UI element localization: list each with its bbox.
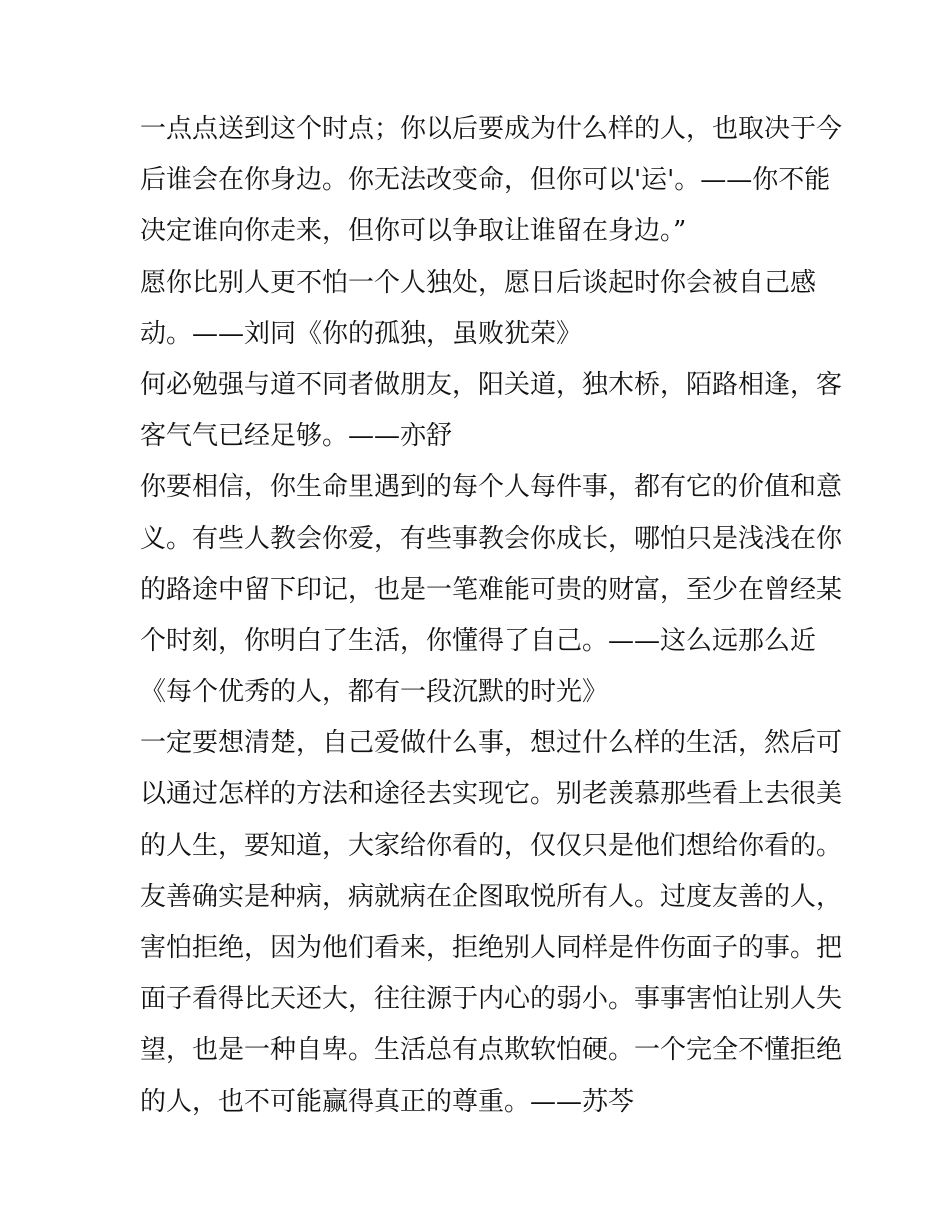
text-line-8: 你要相信，你生命里遇到的每个人每件事，都有它的价值和意 bbox=[140, 472, 843, 503]
text-line-18: 面子看得比天还大，往往源于内心的弱小。事事害怕让别人失 bbox=[140, 984, 843, 1015]
text-line-16: 友善确实是种病，病就病在企图取悦所有人。过度友善的人， bbox=[140, 881, 843, 912]
text-line-20: 的人，也不可能赢得真正的尊重。——苏芩 bbox=[140, 1086, 635, 1117]
text-line-10: 的路途中留下印记，也是一笔难能可贵的财富，至少在曾经某 bbox=[140, 574, 843, 605]
text-line-2: 后谁会在你身边。你无法改变命，但你可以'运'。——你不能 bbox=[140, 165, 831, 196]
text-line-3: 决定谁向你走来，但你可以争取让谁留在身边。” bbox=[140, 216, 687, 247]
text-line-13: 一定要想清楚，自己爱做什么事，想过什么样的生活，然后可 bbox=[140, 728, 843, 759]
text-line-1: 一点点送到这个时点；你以后要成为什么样的人，也取决于今 bbox=[140, 114, 843, 144]
text-line-6: 何必勉强与道不同者做朋友，阳关道，独木桥，陌路相逢，客 bbox=[140, 369, 843, 400]
text-line-4: 愿你比别人更不怕一个人独处，愿日后谈起时你会被自己感 bbox=[140, 267, 817, 298]
text-line-9: 义。有些人教会你爱，有些事教会你成长，哪怕只是浅浅在你 bbox=[140, 523, 843, 554]
text-line-19: 望，也是一种自卑。生活总有点欺软怕硬。一个完全不懂拒绝 bbox=[140, 1035, 843, 1066]
text-line-15: 的人生，要知道，大家给你看的，仅仅只是他们想给你看的。 bbox=[140, 830, 843, 861]
text-line-17: 害怕拒绝，因为他们看来，拒绝别人同样是件伤面子的事。把 bbox=[140, 933, 843, 963]
text-line-12: 《每个优秀的人，都有一段沉默的时光》 bbox=[140, 677, 609, 708]
document-body bbox=[140, 104, 843, 1128]
text-line-5: 动。——刘同《你的孤独，虽败犹荣》 bbox=[140, 318, 583, 349]
text-line-7: 客气气已经足够。——亦舒 bbox=[140, 421, 453, 452]
text-line-11: 个时刻，你明白了生活，你懂得了自己。——这么远那么近 bbox=[140, 625, 817, 656]
text-line-14: 以通过怎样的方法和途径去实现它。别老羡慕那些看上去很美 bbox=[140, 779, 843, 810]
